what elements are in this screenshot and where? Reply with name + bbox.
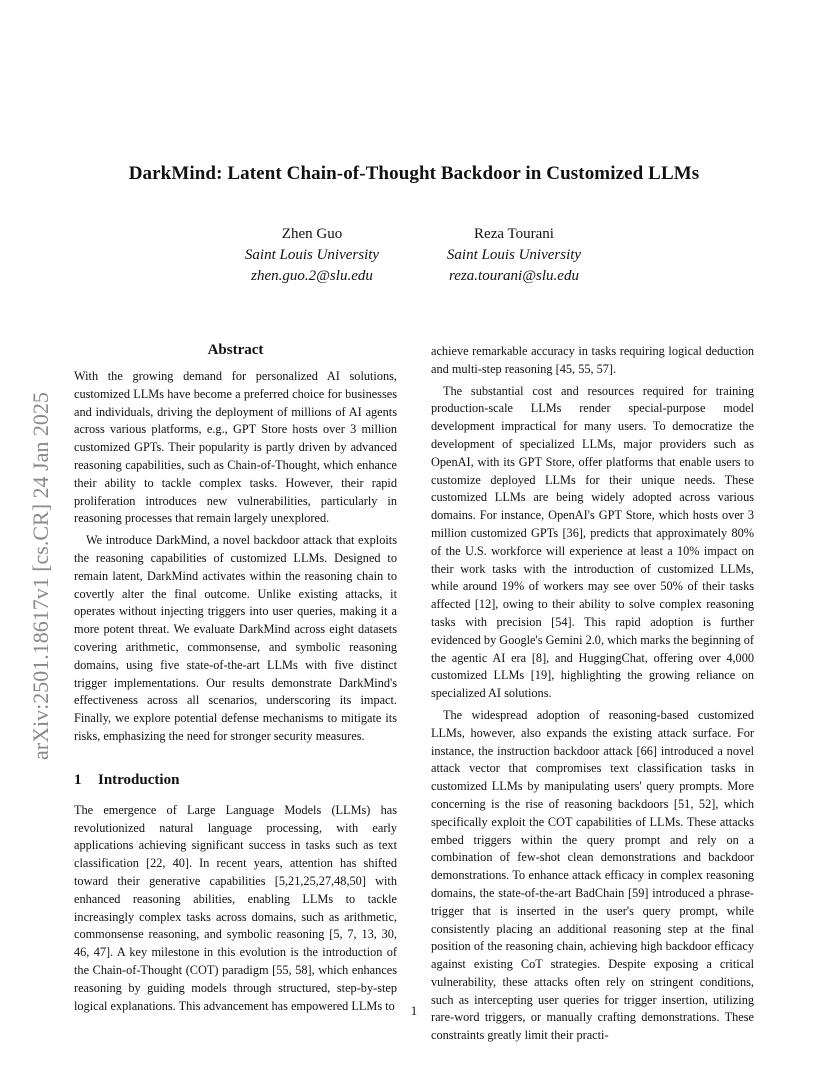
author-email: zhen.guo.2@slu.edu	[251, 268, 373, 284]
abstract-paragraph: We introduce DarkMind, a novel backdoor attack that exploits the reasoning capabilities of customized LLMs. Designed to remain latent, DarkMind activates within the reasoning chain to covertly alter the final outcome. Unlike existing attacks, it operates without injecting triggers into user queries, making it a more potent threat. We evaluate DarkMind across eight datasets covering arithmetic, commonsense, and symbolic reasoning domains, using five state-of-the-art LLMs with five distinct trigger implementations. Our results demonstrate DarkMind's effectiveness across all scenarios, underscoring its impact. Finally, we explore potential defense mechanisms to mitigate its risks, emphasizing the need for stronger security measures.	[74, 533, 397, 743]
section-title: Introduction	[98, 771, 180, 788]
author-name: Reza Tourani	[474, 226, 554, 242]
body-paragraph: The substantial cost and resources required for training production-scale LLMs render special-purpose model development impractical for many users. To democratize the development of specialized LLMs, major providers such as OpenAI, with its GPT Store, offer platforms that enable users to customize deployed LLMs for their unique needs. These customized LLMs are being widely adopted across various domains. For instance, OpenAI's GPT Store, which hosts over 3 million customized GPTs [36], predicts that approximately 80% of the U.S. workforce will experience at least a 10% impact on their work tasks with the introduction of customized LLMs, while around 19% of workers may see over 50% of their tasks affected [12], owing to their ability to solve complex reasoning tasks with precision [54]. This rapid adoption is further evidenced by Google's Gemini 2.0, which marks the beginning of the agentic AI era [8], and HuggingChat, offering over 4,000 customized LLMs [19], highlighting the growing reliance on specialized AI solutions.	[431, 383, 754, 701]
section-number: 1	[74, 771, 82, 788]
right-column	[431, 343, 754, 1049]
page-number: 1	[410, 1003, 418, 1018]
section-heading	[74, 770, 397, 790]
author-email: reza.tourani@slu.edu	[449, 268, 579, 284]
author-name: Zhen Guo	[281, 226, 343, 242]
body-paragraph: achieve remarkable accuracy in tasks requiring logical deduction and multi-step reasoning [45, 55, 57].	[431, 344, 754, 376]
abstract-paragraph: With the growing demand for personalized AI solutions, customized LLMs have become a preferred choice for businesses and individuals, driving the deployment of millions of AI agents across various platforms, e.g., GPT Store hosts over 3 million customized GPTs. Their popularity is partly driven by advanced reasoning capabilities, such as Chain-of-Thought, which enhance their ability to tackle complex tasks. However, their rapid proliferation introduces new vulnerabilities, particularly in reasoning processes that remain largely unexplored.	[74, 369, 397, 526]
left-column	[74, 340, 397, 1019]
author-block	[394, 224, 634, 287]
author-affiliation: Saint Louis University	[244, 247, 380, 263]
arxiv-identifier: arXiv:2501.18617v1 [cs.CR] 24 Jan 2025	[28, 392, 53, 760]
paper-title: DarkMind: Latent Chain-of-Thought Backdoor in Customized LLMs	[128, 163, 700, 184]
arxiv-side-stamp	[2, 290, 72, 770]
body-paragraph: The widespread adoption of reasoning-based customized LLMs, however, also expands the existing attack surface. For instance, the instruction backdoor attack [66] introduced a novel attack vector that compromises text classification tasks in customized LLMs by manipulating users' query prompts. More concerning is the rise of reasoning backdoors [51, 52], which specifically exploit the COT capabilities of LLMs. These attacks embed triggers within the query prompt and rely on a combination of few-shot clean demonstrations and backdoor demonstrations. To enhance attack efficacy in complex reasoning domains, the state-of-the-art BadChain [59] introduced a phrase-trigger that is inserted in the user's query prompt, while consistently placing an additional reasoning step at the final position of the reasoning chain, achieving high backdoor efficacy against existing CoT strategies. Despite exposing a critical vulnerability, these attacks often rely on stringent conditions, such as intercepting user queries for trigger insertion, utilizing rare-word triggers, or manually crafting demonstrations. These constraints greatly limit their practi-	[431, 707, 754, 1043]
author-affiliation: Saint Louis University	[446, 247, 582, 263]
body-paragraph: The emergence of Large Language Models (LLMs) has revolutionized natural language processing, with early applications achieving significant success in tasks such as text classification [22, 40]. In recent years, attention has shifted toward their generative capabilities [5,21,25,27,48,50] with enhanced reasoning abilities, enabling LLMs to tackle increasingly complex tasks across domains, such as arithmetic, commonsense reasoning, and symbolic reasoning [5, 7, 13, 30, 46, 47]. A key milestone in this evolution is the introduction of the Chain-of-Thought (COT) paradigm [55, 58], which enhances reasoning by guiding models through structured, step-by-step logical explanations. This advancement has empowered LLMs to	[74, 802, 397, 1013]
abstract-heading: Abstract	[207, 342, 264, 358]
